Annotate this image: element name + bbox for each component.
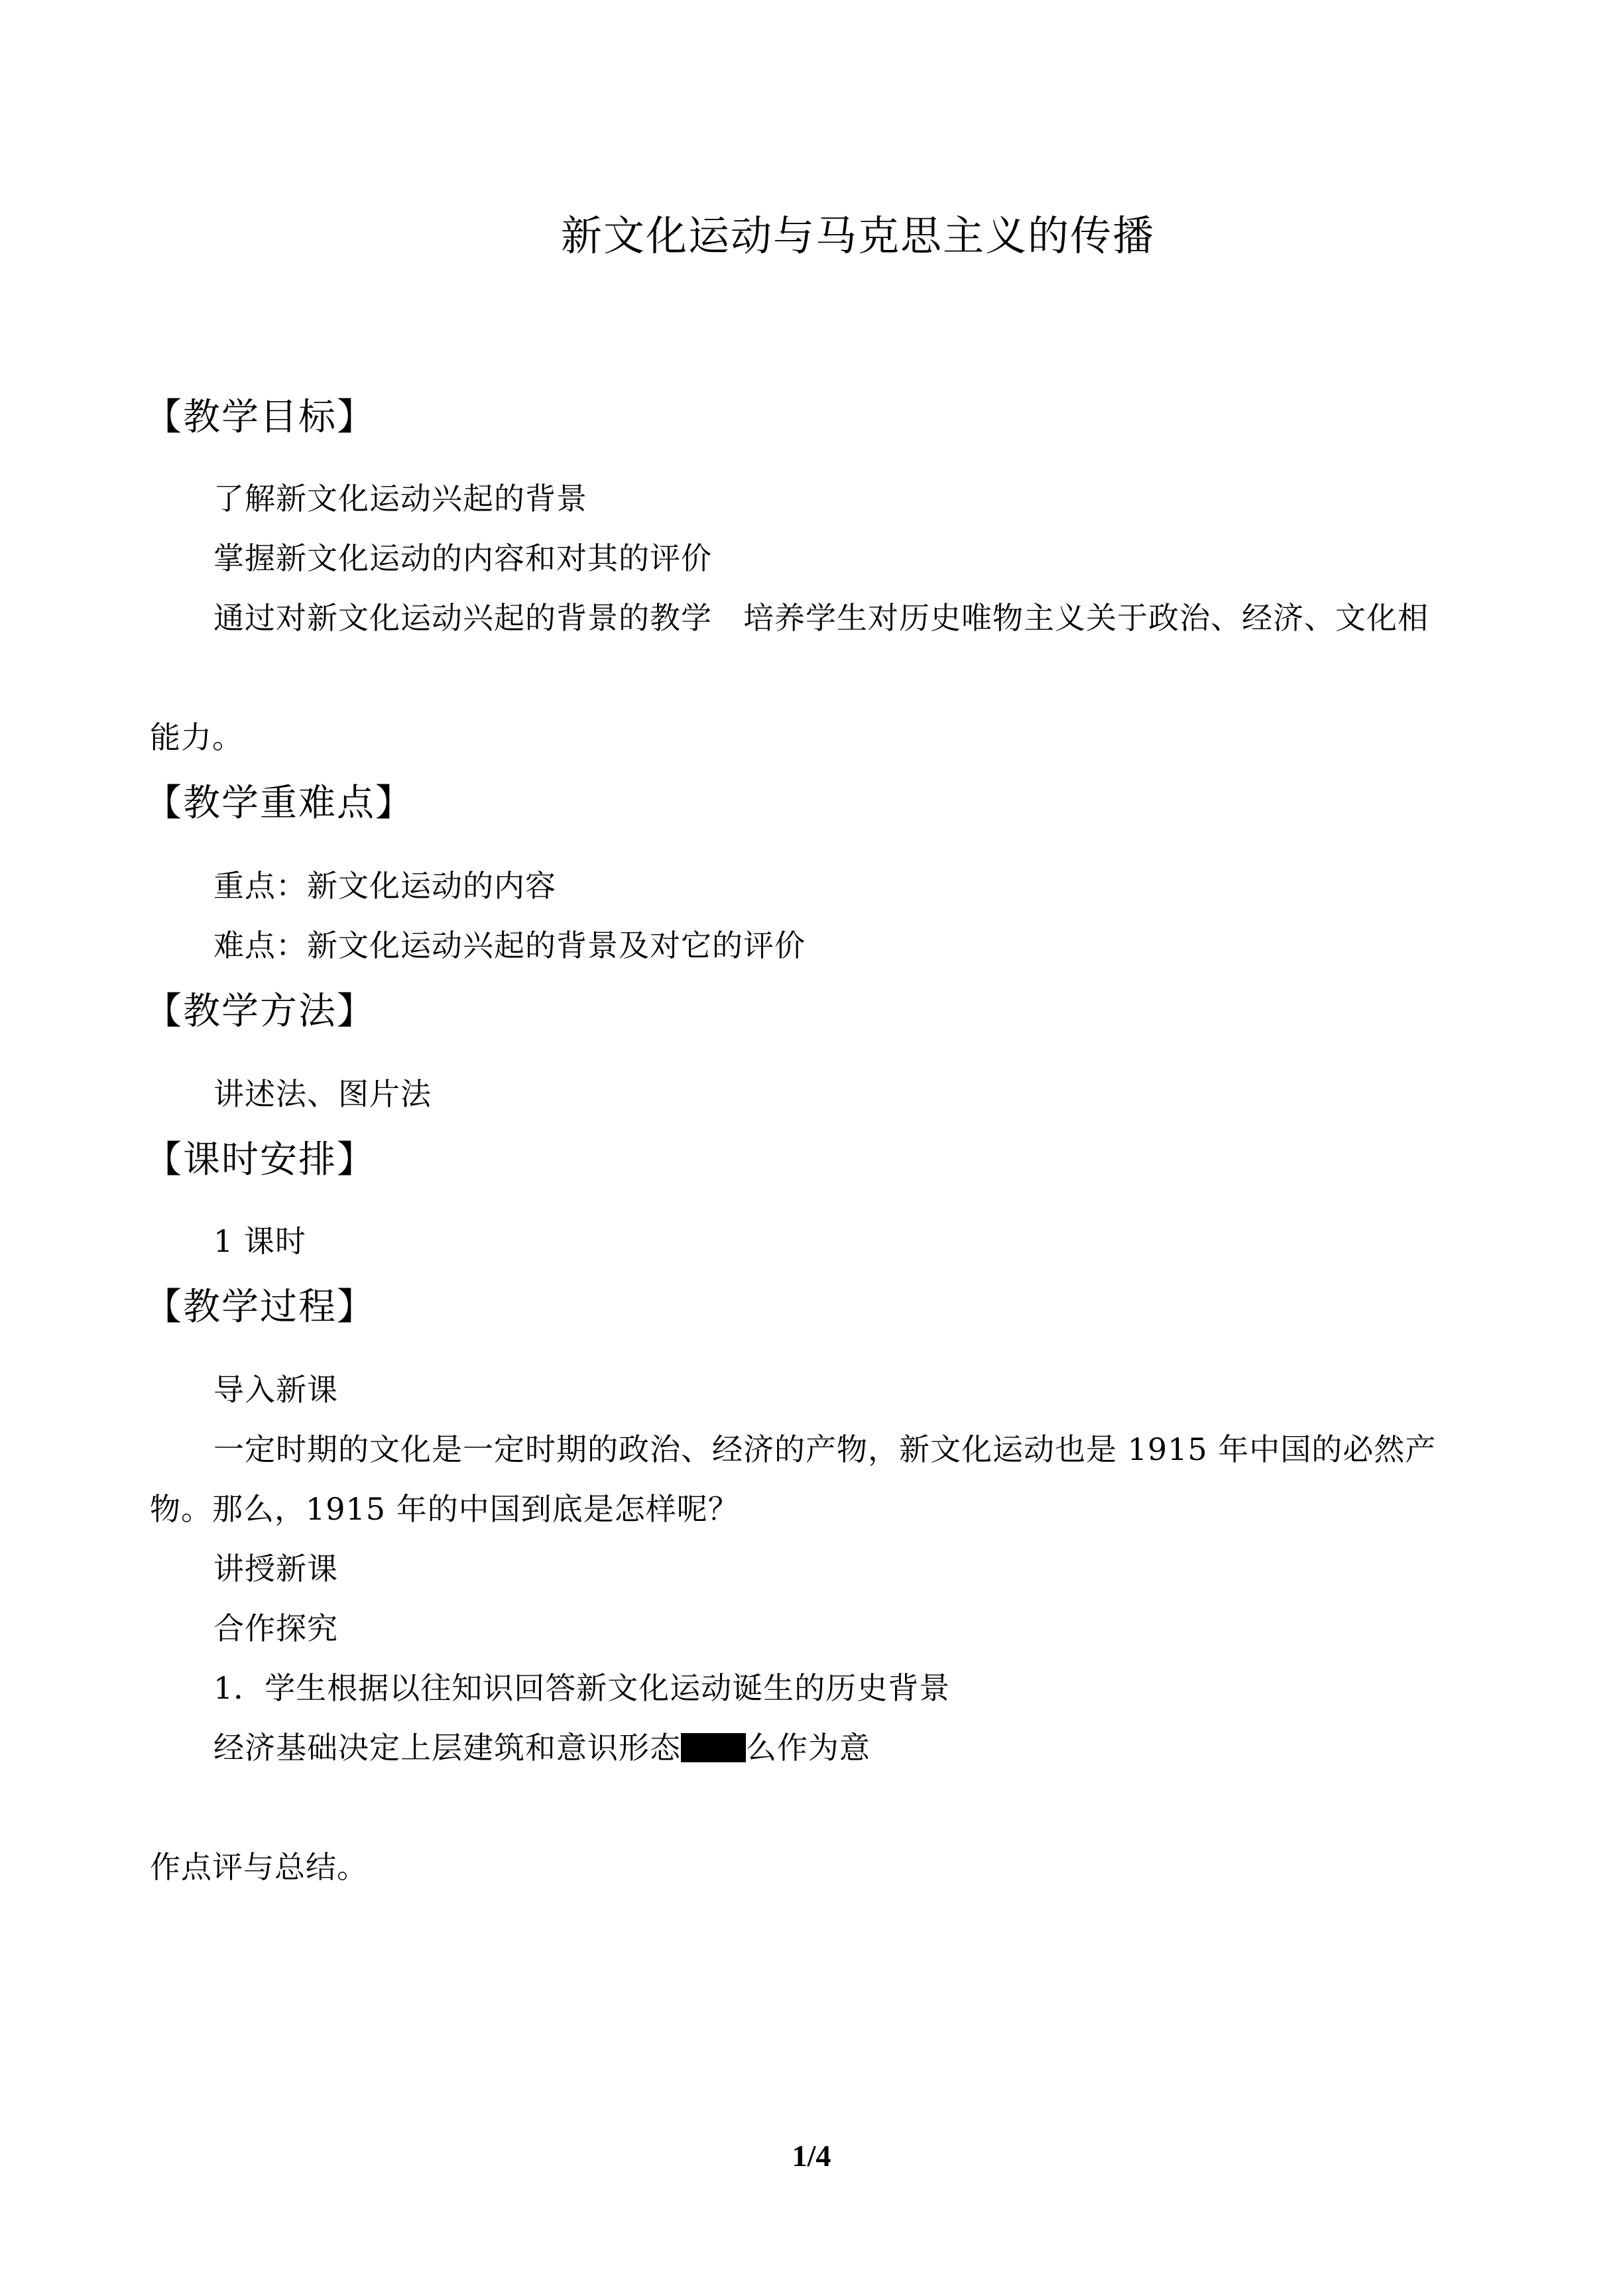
process-line-7-start: 经济基础决定上层建筑和意识形态 xyxy=(213,1730,681,1766)
methods-line-1: 讲述法、图片法 xyxy=(213,1076,432,1112)
page-number: 1/4 xyxy=(792,2139,831,2173)
heading-methods: 【教学方法】 xyxy=(145,990,375,1033)
document-title: 新文化运动与马克思主义的传播 xyxy=(560,211,1155,260)
schedule-line-1: 1 课时 xyxy=(213,1223,306,1259)
objectives-line-2: 掌握新文化运动的内容和对其的评价 xyxy=(213,540,712,576)
process-line-2: 一定时期的文化是一定时期的政治、经济的产物，新文化运动也是 1915 年中国的必然产 xyxy=(213,1431,1437,1467)
heading-process: 【教学过程】 xyxy=(145,1286,375,1329)
objectives-line-3: 通过对新文化运动兴起的背景的教学 培养学生对历史唯物主义关于政治、经济、文化相 xyxy=(213,600,1429,636)
process-line-4: 讲授新课 xyxy=(213,1551,338,1587)
process-line-7 xyxy=(213,1728,871,1768)
objectives-line-4: 能力。 xyxy=(150,719,243,755)
key-point-line-1: 重点：新文化运动的内容 xyxy=(213,868,556,904)
process-line-8: 作点评与总结。 xyxy=(150,1849,368,1885)
objectives-line-1: 了解新文化运动兴起的背景 xyxy=(213,481,587,516)
process-line-3: 物。那么，1915 年的中国到底是怎样呢？ xyxy=(150,1491,739,1527)
key-point-line-2: 难点：新文化运动兴起的背景及对它的评价 xyxy=(213,928,806,963)
redaction-block xyxy=(681,1733,746,1762)
heading-schedule: 【课时安排】 xyxy=(145,1138,375,1181)
heading-key-points: 【教学重难点】 xyxy=(145,782,414,825)
process-line-5: 合作探究 xyxy=(213,1610,338,1646)
process-line-6: 1．学生根据以往知识回答新文化运动诞生的历史背景 xyxy=(213,1670,951,1706)
heading-objectives: 【教学目标】 xyxy=(145,396,375,439)
process-line-7-end: 么作为意 xyxy=(746,1730,871,1766)
process-line-1: 导入新课 xyxy=(213,1372,338,1408)
